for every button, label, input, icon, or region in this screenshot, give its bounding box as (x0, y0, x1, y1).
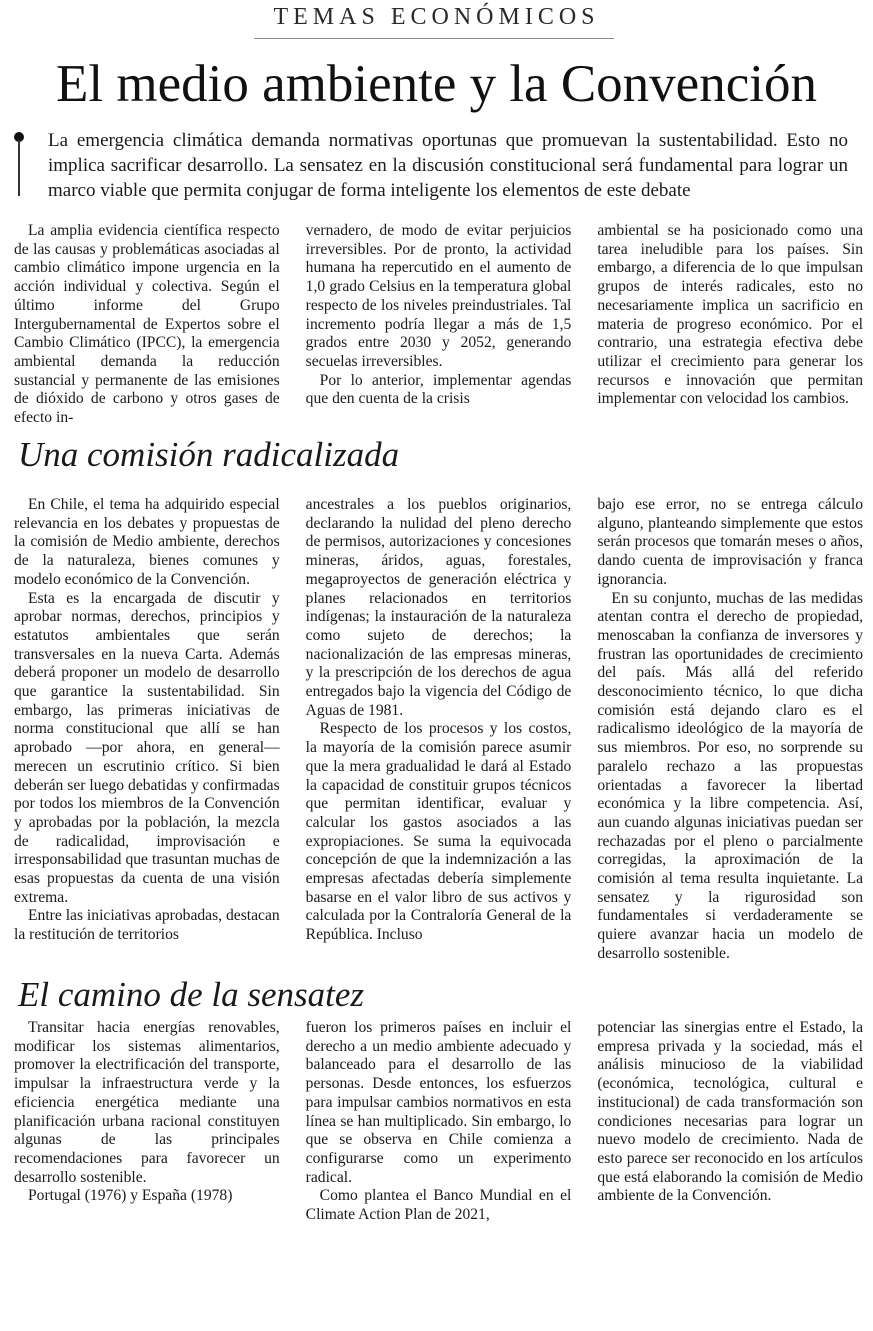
paragraph: La amplia evidencia científica respecto de las causas y problemáticas asociadas al cambio climático impone urgencia en la acción individual y colectiva. Según el último informe del Grupo Intergubernamental de Expertos sobre el Cambio Climático (IPCC), la emergencia ambiental demanda la reducción sustancial y permanente de las emisiones de dióxido de carbono y otros gases de efecto in- (14, 222, 280, 427)
subhead-camino-sensatez: El camino de la sensatez (18, 975, 365, 1014)
column-3 (597, 222, 863, 428)
paragraph: Respecto de los procesos y los costos, la mayoría de la comisión parece asumir que la mera gradualidad le dará al Estado la capacidad de constituir grupos técnicos que permitan identificar, evaluar y calcular los gastos asociados a las expropiaciones. Se suma la equivocada concepción de que la indemnización a las empresas afectadas debería simplemente basarse en el valor libro de sus activos y calculada por la Contraloría General de la República. Incluso (305, 720, 572, 944)
paragraph: Como plantea el Banco Mundial en el Climate Action Plan de 2021, (305, 1187, 572, 1224)
paragraph: Por lo anterior, implementar agendas que den cuenta de la crisis (305, 371, 572, 408)
paragraph: En Chile, el tema ha adquirido especial relevancia en los debates y propuestas de la comisión de Medio ambiente, derechos de la naturaleza, bienes comunes y modelo económico de la Convención. (14, 496, 280, 588)
section-label-rule (254, 38, 614, 39)
paragraph: vernadero, de modo de evitar perjuicios irreversibles. Por de pronto, la actividad humana ha repercutido en el aumento de 1,0 grado Celsius en la temperatura global respecto de los niveles preindustriales. Tal incremento podría llegar a más de 1,5 grados entre 2030 y 2052, generando secuelas irreversibles. (305, 222, 572, 370)
section-label: TEMAS ECONÓMICOS (273, 4, 600, 30)
article-title: El medio ambiente y la Convención (56, 55, 817, 113)
paragraph: Portugal (1976) y España (1978) (28, 1187, 233, 1205)
column-3 (597, 496, 863, 964)
section-intro (14, 222, 863, 428)
article-lead: La emergencia climática demanda normativas oportunas que promuevan la sustentabilidad. Esto no implica sacrificar desarrollo. La sensatez en la discusión constitucional será fundamental para lograr un marco viable que permita conjugar de forma inteligente los elementos de este debate (48, 130, 848, 201)
column-1 (14, 496, 280, 964)
paragraph: En su conjunto, muchas de las medidas atentan contra el derecho de propiedad, menoscaban la confianza de inversores y frustran las oportunidades de crecimiento del país. Más allá del referido desconocimiento técnico, lo que dicha comisión está dejando claro es el radicalismo ideológico de la mayoría de sus miembros. Por eso, no sorprende su paralelo rechazo a las propuestas orientadas a favorecer la libertad económica y la libre competencia. Así, aun cuando algunas iniciativas puedan ser rechazadas por el pleno o parcialmente corregidas, la aproximación de la comisión al tema resulta inquietante. La sensatez y la rigurosidad son fundamentales si verdaderamente se quiere avanzar hacia un modelo de desarrollo sostenible. (597, 589, 864, 962)
paragraph: Transitar hacia energías renovables, modificar los sistemas alimentarios, promover la electrificación del transporte, impulsar la infraestructura verde y la eficiencia energética mediante una planificación urbana racional constituyen algunas de las principales recomendaciones para favorecer un desarrollo sostenible. (14, 1019, 280, 1186)
paragraph: potenciar las sinergias entre el Estado, la empresa privada y la sociedad, más el análisis minucioso de la viabilidad (económica, tecnológica, cultural e institucional) de cada transformación son condiciones necesarias para lograr un nuevo modelo de crecimiento. Nada de esto parece ser reconocido en los artículos que está elaborando la comisión de Medio ambiente de la Convención. (597, 1019, 864, 1205)
lead-rule (18, 140, 20, 196)
paragraph: ancestrales a los pueblos originarios, declarando la nulidad del pleno derecho de permisos, autorizaciones y concesiones mineras, áridos, aguas, forestales, megaproyectos de generación eléctrica y planes relacionados en territorios indígenas; la instauración de la naturaleza como sujeto de derechos; la nacionalización de las empresas mineras, y la prescripción de los derechos de agua entregados bajo la vigencia del Código de Aguas de 1981. (305, 496, 572, 719)
column-2 (306, 496, 572, 964)
subhead-comision-radicalizada: Una comisión radicalizada (18, 435, 400, 474)
section-sensatez (14, 1019, 863, 1225)
paragraph: ambiental se ha posicionado como una tarea ineludible para los países. Sin embargo, a diferencia de lo que impulsan grupos de interés radicales, esto no necesariamente implica un sacrificio en materia de progreso económico. Por el contrario, una estrategia efectiva debe utilizar el crecimiento para generar los recursos e innovación que permitan implementar con velocidad los cambios. (597, 222, 864, 408)
column-1 (14, 1019, 280, 1225)
paragraph: bajo ese error, no se entrega cálculo alguno, planteando simplemente que estos serán procesos que tomarán meses o años, dando cuenta de improvisación y franca ignorancia. (597, 496, 864, 588)
column-3 (597, 1019, 863, 1225)
paragraph: Esta es la encargada de discutir y aprobar normas, derechos, principios y estatutos ambientales que serán transversales en la nueva Carta. Además deberá proponer un modelo de desarrollo que garantice la sustentabilidad. Sin embargo, las primeras iniciativas de norma constitucional que allí se han aprobado —por ahora, en general— merecen un escrutinio crítico. Si bien deberán ser luego debatidas y confirmadas por todos los miembros de la Convención y aprobadas por la población, la mezcla de radicalidad, improvisación e irresponsabilidad que trasuntan muchas de esas propuestas da cuenta de una visión extrema. (14, 589, 280, 906)
paragraph: Entre las iniciativas aprobadas, destacan la restitución de territorios (14, 907, 280, 944)
column-2 (306, 1019, 572, 1225)
paragraph: fueron los primeros países en incluir el derecho a un medio ambiente adecuado y balanceado para el desarrollo de las personas. Desde entonces, los esfuerzos para impulsar cambios normativos en esta línea se han multiplicado. Sin embargo, lo que se observa en Chile comienza a configurarse como un experimento radical. (305, 1019, 572, 1186)
column-2 (306, 222, 572, 428)
section-comision (14, 496, 863, 964)
column-1 (14, 222, 280, 428)
